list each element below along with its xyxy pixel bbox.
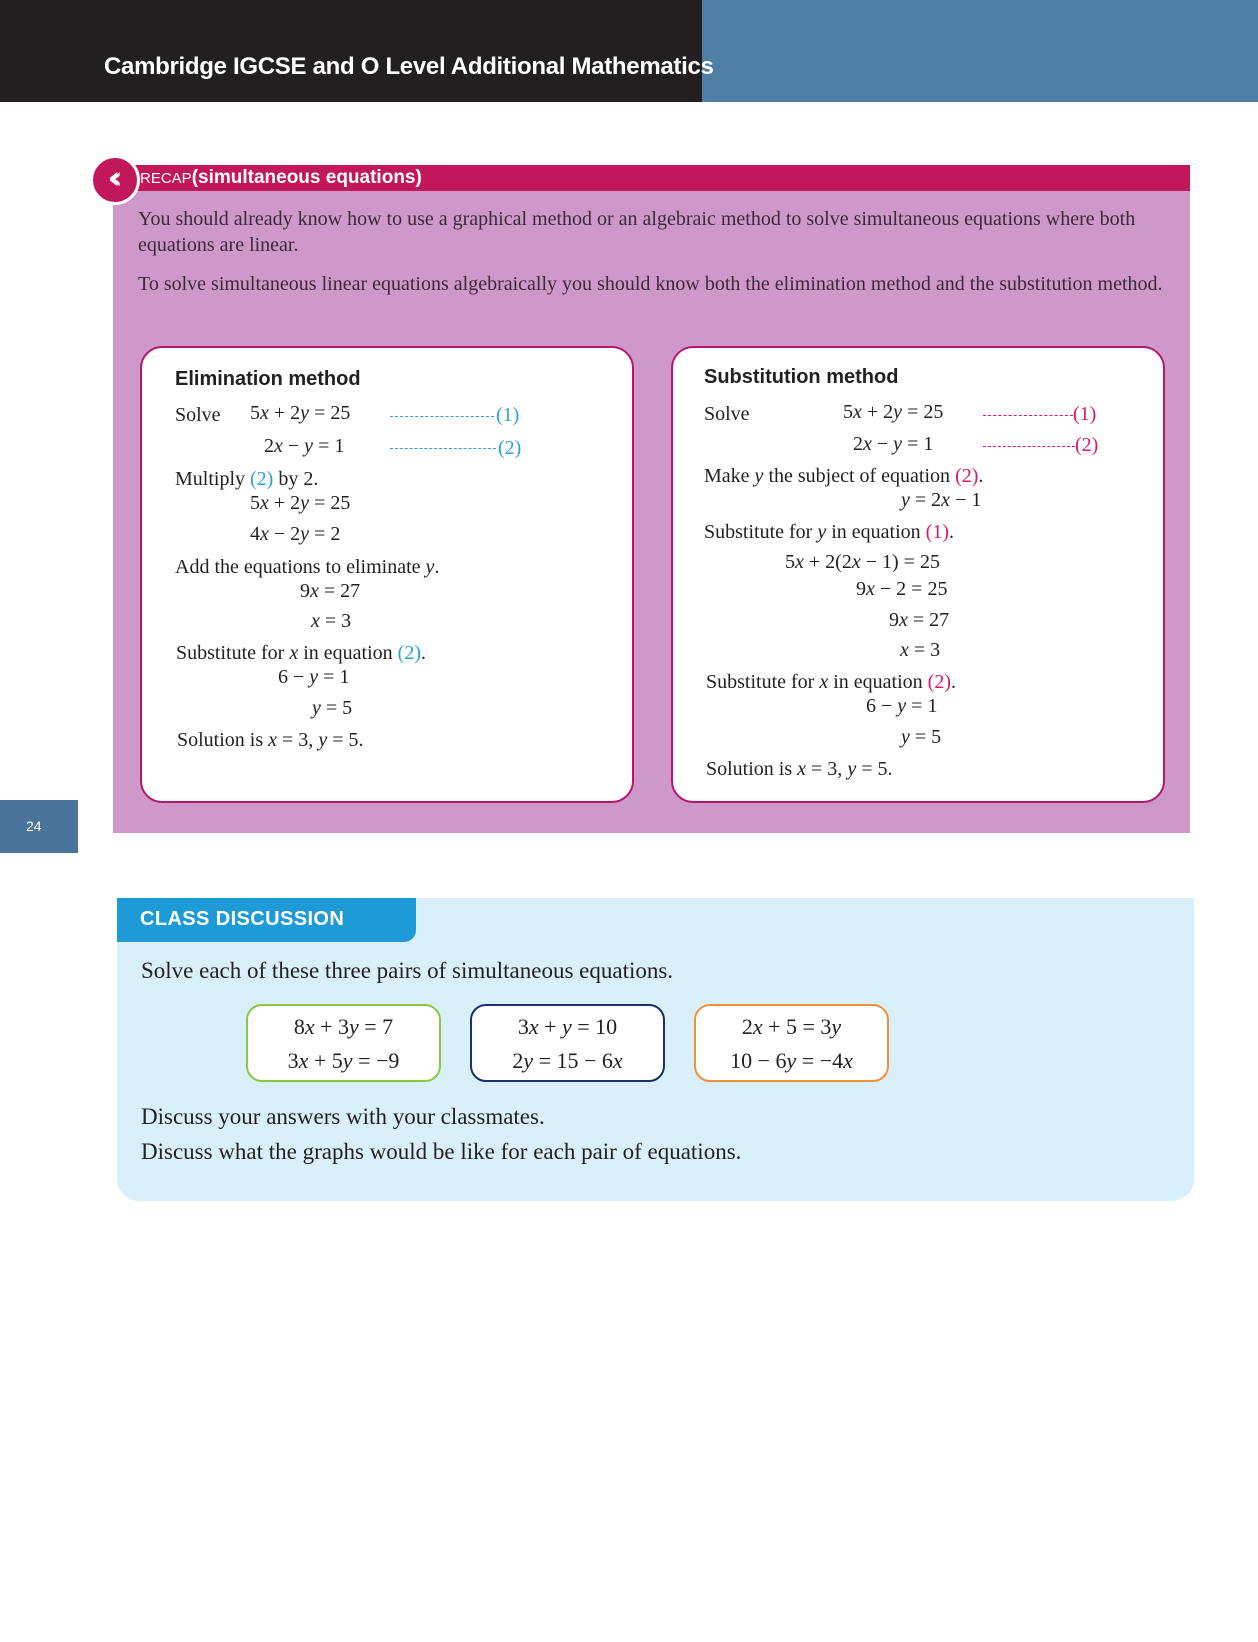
- book-title: Cambridge IGCSE and O Level Additional Mathematics: [104, 53, 714, 80]
- working-equation: 5x + 2y = 25: [250, 492, 351, 514]
- step-text: Substitute for x in equation (2).: [706, 671, 956, 693]
- header-accent: [702, 0, 1258, 102]
- working-equation: 9x = 27: [300, 580, 361, 602]
- substitution-heading: Substitution method: [704, 366, 899, 388]
- working-equation: y = 2x − 1: [901, 489, 982, 511]
- working-equation: 5x + 2(2x − 1) = 25: [785, 551, 940, 573]
- pair-equation: 8x + 3y = 7: [293, 1014, 394, 1039]
- equation-ref-2: (2): [1075, 434, 1099, 456]
- equation-ref-1: (1): [1073, 403, 1097, 425]
- working-equation: 9x = 27: [889, 609, 950, 631]
- solution-text: Solution is x = 3, y = 5.: [706, 758, 893, 780]
- recap-paragraph: You should already know how to use a graphical method or an algebraic method to solve simultaneous equations where both equations are linear.: [138, 208, 1136, 256]
- equation-1: 5x + 2y = 25: [250, 402, 351, 424]
- elimination-heading: Elimination method: [175, 368, 361, 390]
- recap-title: [140, 166, 422, 191]
- working-equation: 4x − 2y = 2: [250, 523, 341, 545]
- step-text: Substitute for y in equation (1).: [704, 521, 954, 543]
- equation-2: 2x − y = 1: [853, 433, 934, 455]
- page-number: 24: [0, 800, 78, 853]
- equation-2: 2x − y = 1: [264, 435, 345, 457]
- working-equation: 6 − y = 1: [866, 695, 938, 717]
- pair-equation: 10 − 6y = −4x: [730, 1048, 853, 1073]
- pair-equation: 3x + y = 10: [517, 1014, 618, 1039]
- working-equation: 6 − y = 1: [278, 666, 350, 688]
- equation-1: 5x + 2y = 25: [843, 401, 944, 423]
- class-discussion-title: CLASS DISCUSSION: [140, 908, 345, 930]
- leader-dash: [983, 415, 1073, 416]
- working-equation: x = 3: [900, 639, 941, 661]
- leader-dash: [390, 416, 494, 417]
- class-discussion-prompt: Discuss your answers with your classmates.: [141, 1104, 545, 1129]
- working-equation: y = 5: [901, 726, 942, 748]
- pair-equation: 2x + 5 = 3y: [741, 1014, 842, 1039]
- step-text: Add the equations to eliminate y.: [175, 556, 440, 578]
- elimination-method-box: [140, 346, 634, 803]
- solve-label: Solve: [704, 403, 750, 425]
- step-text: Multiply (2) by 2.: [175, 468, 319, 490]
- substitution-method-box: [671, 346, 1165, 803]
- step-text: Make y the subject of equation (2).: [704, 465, 984, 487]
- recap-subtitle: (simultaneous equations): [191, 167, 422, 188]
- equation-pair-box: [470, 1004, 665, 1082]
- class-discussion-intro: Solve each of these three pairs of simultaneous equations.: [141, 958, 674, 983]
- recap-paragraph: To solve simultaneous linear equations algebraically you should know both the elimination method and the substitution method.: [138, 273, 1163, 295]
- leader-dash: [983, 446, 1075, 447]
- pair-equation: 2y = 15 − 6x: [512, 1048, 623, 1073]
- pair-equation: 3x + 5y = −9: [287, 1048, 400, 1073]
- solve-label: Solve: [175, 404, 221, 426]
- equation-pair-box: [694, 1004, 889, 1082]
- solution-text: Solution is x = 3, y = 5.: [177, 729, 364, 751]
- class-discussion-prompt: Discuss what the graphs would be like for each pair of equations.: [141, 1139, 742, 1164]
- equation-pair-box: [246, 1004, 441, 1082]
- double-chevron-left-icon: ‹‹: [90, 155, 140, 205]
- working-equation: x = 3: [311, 610, 352, 632]
- equation-ref-2: (2): [498, 437, 522, 459]
- working-equation: 9x − 2 = 25: [856, 578, 948, 600]
- header-bar: [0, 0, 702, 102]
- step-text: Substitute for x in equation (2).: [176, 642, 426, 664]
- leader-dash: [390, 448, 496, 449]
- equation-ref-1: (1): [496, 404, 520, 426]
- working-equation: y = 5: [312, 697, 353, 719]
- recap-label: RECAP: [140, 170, 192, 187]
